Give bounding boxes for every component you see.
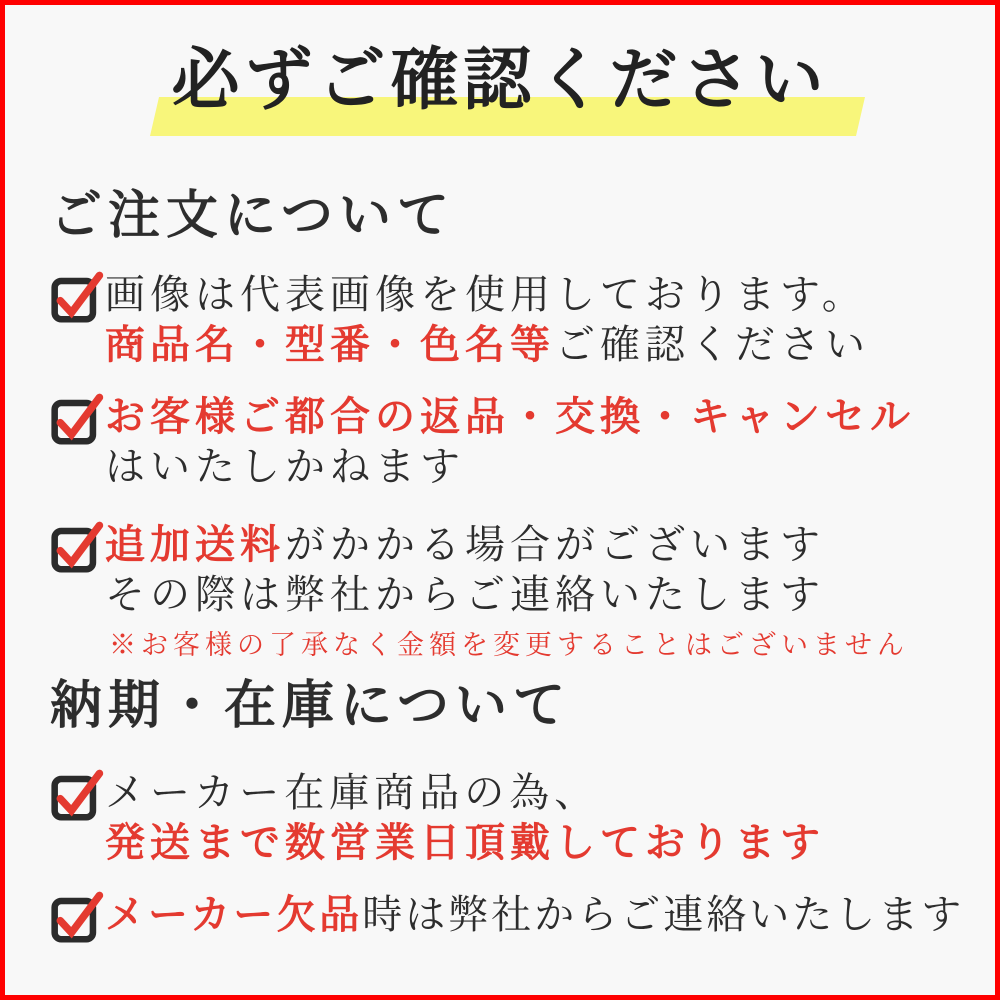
item-line [105, 891, 985, 939]
item-text: その際は弊社からご連絡いたします [105, 572, 825, 617]
item-text-emphasis: お客様ご都合の返品・交換・キャンセル [105, 394, 915, 439]
item-line [105, 393, 985, 441]
checked-checkbox-icon [50, 765, 106, 821]
item-text: メーカー在庫商品の為、 [105, 770, 600, 815]
item-text-emphasis: 商品名・型番・色名等 [105, 322, 555, 367]
section-heading-delivery-stock: 納期・在庫について [50, 678, 571, 735]
checklist-item-extra-shipping [50, 521, 985, 661]
page-title: 必ずご確認ください [171, 42, 829, 118]
item-line [105, 321, 985, 369]
item-text-emphasis: メーカー欠品 [105, 892, 363, 937]
checked-checkbox-icon [50, 389, 106, 445]
item-line [105, 271, 985, 319]
item-line [105, 769, 985, 817]
item-note: ※お客様の了承なく金額を変更することはございません [109, 630, 909, 660]
item-text: はいたしかねます [105, 444, 465, 489]
item-text-emphasis: 追加送料 [105, 522, 285, 567]
checklist-item-maker-stock [50, 769, 985, 867]
item-text: ご確認ください [555, 322, 870, 367]
item-text: 時は弊社からご連絡いたします [362, 892, 965, 937]
item-line [105, 443, 985, 491]
checked-checkbox-icon [50, 267, 106, 323]
checklist-item-no-returns [50, 393, 985, 491]
checklist-item-representative-image [50, 271, 985, 369]
item-line [105, 571, 985, 619]
section-heading-order: ご注文について [50, 188, 455, 245]
checked-checkbox-icon [50, 517, 106, 573]
item-line [105, 521, 985, 569]
item-text: 画像は代表画像を使用しております。 [105, 272, 867, 317]
checklist-item-maker-out-of-stock [50, 891, 985, 939]
item-text: がかかる場合がございます [285, 522, 825, 567]
item-text-emphasis: 発送まで数営業日頂戴しております [105, 820, 825, 865]
checked-checkbox-icon [50, 887, 106, 943]
item-line [105, 819, 985, 867]
